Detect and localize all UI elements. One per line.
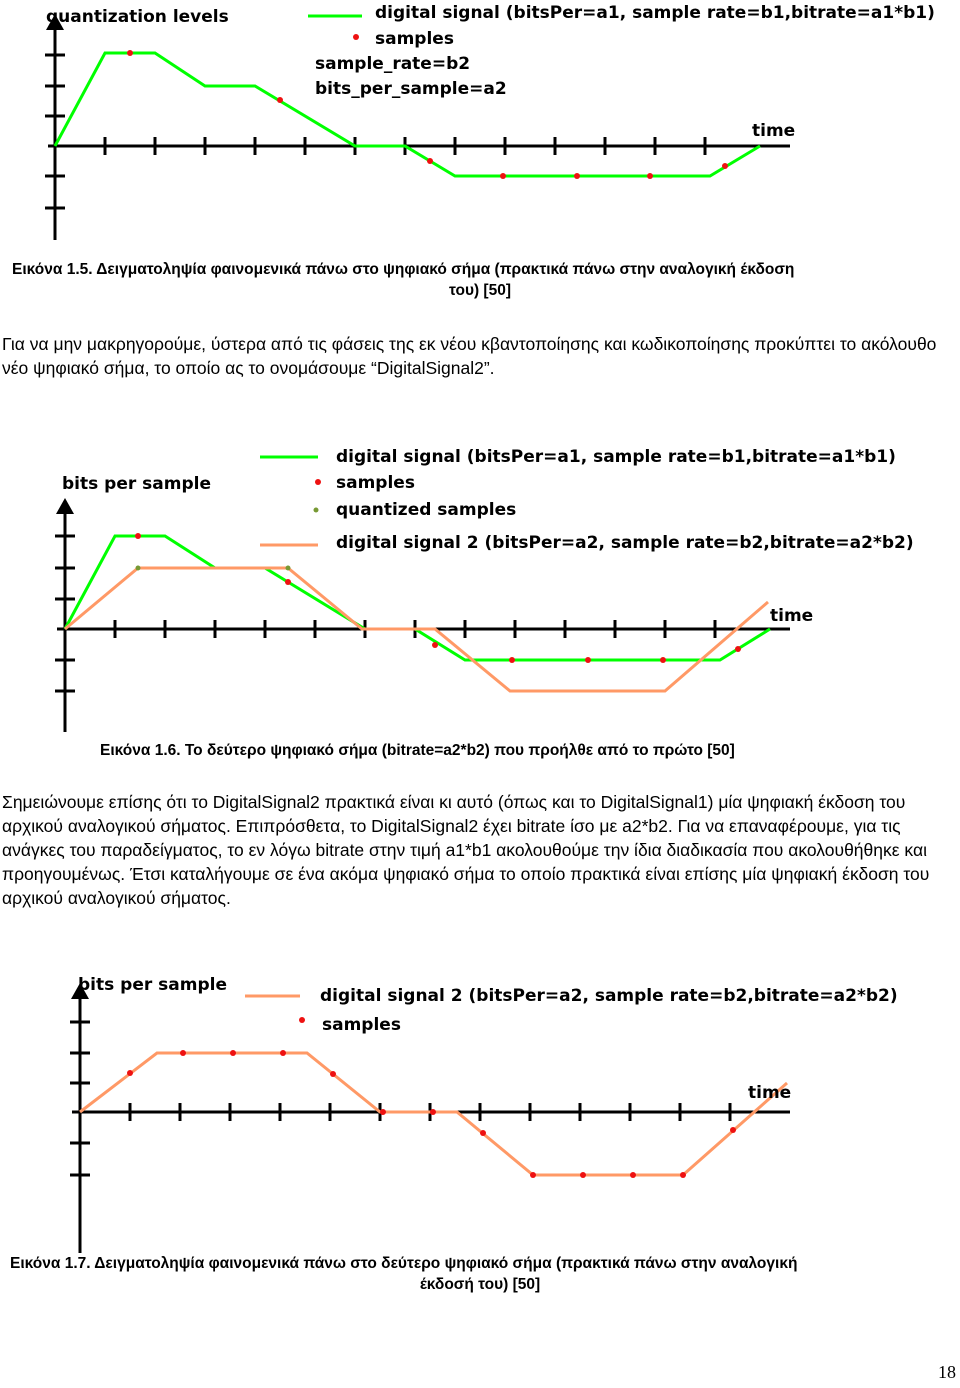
figure-1-7-caption [0, 1253, 960, 1295]
paragraph-1: Για να μην μακρηγορούμε, ύστερα από τις φάσεις της εκ νέου κβαντοποίησης και κωδικοποίησης προκύπτει το ακόλουθο νέο ψηφιακό σήμα, το οποίο ας το ονομάσουμε “DigitalSignal2”. [2, 334, 937, 378]
sample-dot [127, 1070, 133, 1076]
legend-sample-rate: sample_rate=b2 [315, 54, 471, 74]
sample-dot [660, 657, 666, 663]
legend-digital-signal: digital signal (bitsPer=a1, sample rate=b1,bitrate=a1*b1) [336, 447, 896, 467]
sample-dot [647, 173, 653, 179]
page-number: 18 [938, 1362, 956, 1382]
legend-digital-signal: digital signal (bitsPer=a1, sample rate=b1,bitrate=a1*b1) [375, 3, 935, 23]
sample-dot [277, 97, 283, 103]
sample-dot [735, 646, 741, 652]
legend-sample-dot [299, 1017, 305, 1023]
figure-1-7-chart [0, 965, 960, 1255]
legend-sample-dot [315, 479, 321, 485]
sample-dot [585, 657, 591, 663]
figure-1-5 [0, 0, 960, 250]
legend-digital-signal-2: digital signal 2 (bitsPer=a2, sample rate=b2,bitrate=a2*b2) [336, 533, 914, 553]
legend-bits-per-sample: bits_per_sample=a2 [315, 79, 507, 99]
samples-dots [127, 1050, 736, 1178]
sample-dot [680, 1172, 686, 1178]
sample-dot [480, 1130, 486, 1136]
sample-dot [427, 158, 433, 164]
legend-digital-signal-2: digital signal 2 (bitsPer=a2, sample rate=b2,bitrate=a2*b2) [320, 986, 898, 1006]
quantized-sample-dot [136, 566, 141, 571]
legend-samples: samples [375, 29, 454, 49]
sample-dot [430, 1109, 436, 1115]
sample-dot [230, 1050, 236, 1056]
figure-1-6 [0, 440, 960, 740]
caption-line: έκδοσή του) [50] [419, 1276, 541, 1293]
x-axis-label: time [752, 121, 796, 141]
figure-1-5-caption [0, 259, 960, 301]
legend-sample-dot [353, 34, 359, 40]
y-axis-arrow [56, 498, 74, 514]
sample-dot [730, 1127, 736, 1133]
caption-line: του) [50] [448, 282, 511, 299]
sample-dot [509, 657, 515, 663]
caption-line: Εικόνα 1.6. Το δεύτερο ψηφιακό σήμα (bitrate=a2*b2) που προήλθε από το πρώτο [50] [100, 742, 735, 759]
sample-dot [180, 1050, 186, 1056]
sample-dot [580, 1172, 586, 1178]
legend-quantized-dot [314, 508, 319, 513]
figure-1-6-chart [0, 440, 960, 740]
sample-dot [330, 1071, 336, 1077]
y-axis-label: bits per sample [78, 975, 227, 995]
legend-quantized-samples: quantized samples [336, 500, 517, 520]
x-axis-label: time [748, 1083, 792, 1103]
x-axis-label: time [770, 606, 814, 626]
quantized-sample-dot [286, 566, 291, 571]
paragraph-2: Σημειώνουμε επίσης ότι το DigitalSignal2 πρακτικά είναι κι αυτό (όπως και το DigitalSignal1) μία ψηφιακή έκδοση του αρχικού αναλογικού σήματος. Επιπρόσθετα, το DigitalSignal2 έχει bitrate ίσο με a2*b2. Για να επαναφέρουμε, για τις ανάγκες του παραδείγματος, το εν λόγω bitrate στην τιμή a1*b1 ακολουθούμε την ίδια διαδικασία που ακολουθήθηκε και προηγουμένως. Έτσι καταλήγουμε σε ένα ακόμα ψηφιακό σήμα το οποίο πρακτικά είναι επίσης μία ψηφιακή έκδοση του αρχικού αναλογικού σήματος. [2, 792, 930, 908]
figure-1-5-chart [0, 0, 960, 250]
sample-dot [280, 1050, 286, 1056]
sample-dot [432, 642, 438, 648]
figure-1-6-caption [100, 740, 920, 761]
caption-line: Εικόνα 1.7. Δειγματοληψία φαινομενικά πάνω στο δεύτερο ψηφιακό σήμα (πρακτικά πάνω στην αναλογική [10, 1255, 798, 1272]
figure-1-7 [0, 965, 960, 1255]
sample-dot [530, 1172, 536, 1178]
sample-dot [500, 173, 506, 179]
sample-dot [630, 1172, 636, 1178]
sample-dot [285, 579, 291, 585]
sample-dot [380, 1109, 386, 1115]
sample-dot [135, 533, 141, 539]
caption-line: Εικόνα 1.5. Δειγματοληψία φαινομενικά πάνω στο ψηφιακό σήμα (πρακτικά πάνω στην αναλογική έκδοση [12, 261, 795, 278]
legend-samples: samples [322, 1015, 401, 1035]
y-axis-label: bits per sample [62, 474, 211, 494]
sample-dot [127, 50, 133, 56]
sample-dot [722, 163, 728, 169]
legend-samples: samples [336, 473, 415, 493]
y-axis-label: quantization levels [46, 7, 229, 27]
digital-signal-line [65, 536, 770, 660]
sample-dot [574, 173, 580, 179]
